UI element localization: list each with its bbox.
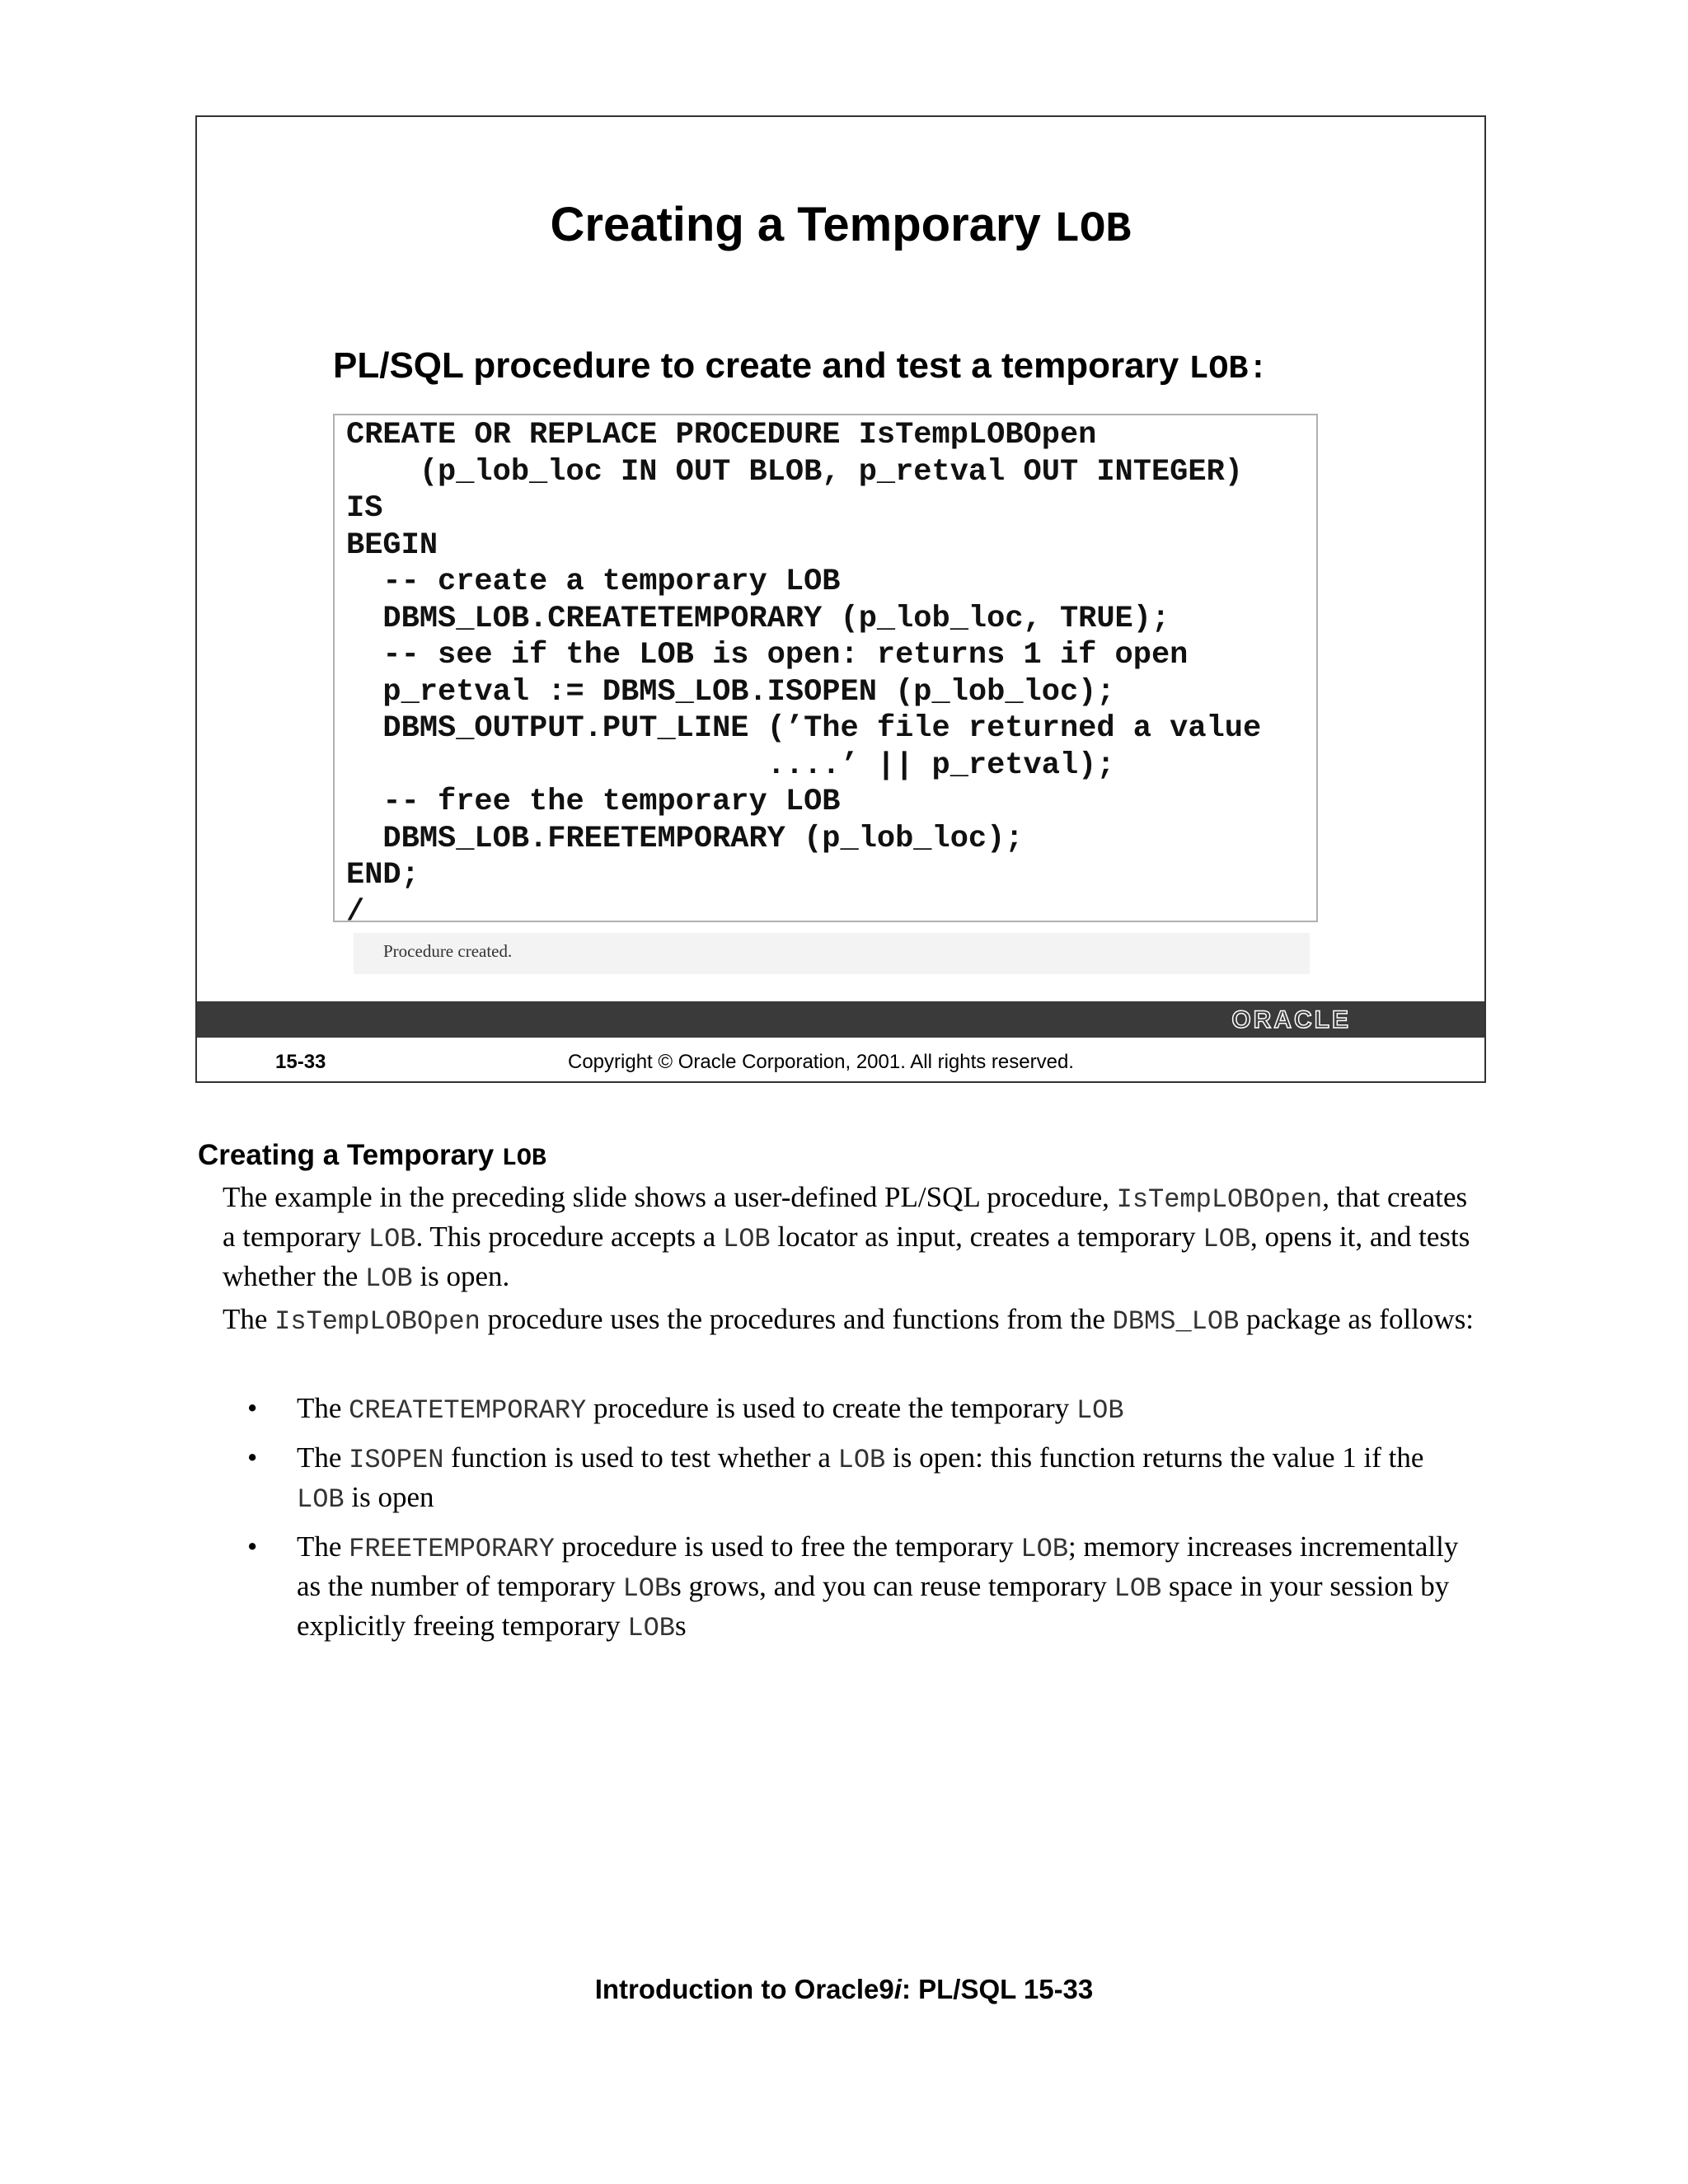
code-line: -- create a temporary LOB	[346, 565, 841, 599]
slide-frame	[195, 115, 1486, 1083]
oracle-bar	[197, 1001, 1484, 1038]
code-line: CREATE OR REPLACE PROCEDURE IsTempLOBOpen	[346, 418, 1097, 452]
page-footer: Introduction to Oracle9i: PL/SQL 15-33	[594, 1974, 1094, 2004]
slide-subtitle-code: LOB:	[1189, 351, 1268, 388]
code-line: DBMS_OUTPUT.PUT_LINE (’The file returned a value	[346, 711, 1262, 746]
oracle-logo: ORACLE	[1231, 1006, 1351, 1033]
slide-title	[197, 196, 1484, 255]
copyright: Copyright © Oracle Corporation, 2001. All rights reserved.	[568, 1051, 1074, 1073]
slide-title-text: Creating a Temporary	[550, 198, 1054, 251]
code-line: DBMS_LOB.FREETEMPORARY (p_lob_loc);	[346, 821, 1024, 856]
code-line: -- free the temporary LOB	[346, 785, 841, 819]
result-strip	[354, 933, 1310, 974]
bullet-dot: •	[247, 1530, 258, 1563]
notes-paragraph-2: The IsTempLOBOpen procedure uses the procedures and functions from the DBMS_LOB package as follows:	[223, 1303, 1475, 1337]
notes-heading-text: Creating a Temporary	[198, 1139, 502, 1171]
code-line: ....’ || p_retval);	[346, 748, 1115, 783]
code-line: BEGIN	[346, 527, 438, 563]
list-item: • The ISOPEN function is used to test whether a LOB is open: this function returns the value 1 if the LOB is open	[223, 1439, 1475, 1518]
code-box	[333, 414, 1318, 922]
slide-title-code: LOB	[1053, 205, 1132, 254]
code-block	[346, 417, 1261, 922]
result-text: Procedure created.	[383, 941, 513, 961]
notes-heading	[198, 1139, 546, 1173]
list-item: • The FREETEMPORARY procedure is used to free the temporary LOB; memory increases incrementally as the number of temporary LOBs grows, and you can reuse temporary LOB space in your session by explicitly freeing temporary LOBs	[223, 1528, 1475, 1647]
code-line: -- see if the LOB is open: returns 1 if open	[346, 638, 1189, 673]
code-line: p_retval := DBMS_LOB.ISOPEN (p_lob_loc);	[346, 674, 1115, 710]
slide-number: 15-33	[275, 1051, 326, 1073]
code-line: /	[346, 894, 365, 922]
code-line: END;	[346, 858, 420, 893]
code-line: (p_lob_loc IN OUT BLOB, p_retval OUT INTEGER)	[346, 454, 1243, 490]
notes-bullet-list	[223, 1390, 1475, 1657]
bullet-dot: •	[247, 1392, 258, 1424]
bullet-dot: •	[247, 1441, 258, 1474]
notes-heading-code: LOB	[501, 1145, 546, 1173]
code-line: IS	[346, 491, 383, 526]
slide-subtitle	[333, 344, 1268, 390]
slide-subtitle-text: PL/SQL procedure to create and test a temporary	[333, 345, 1189, 386]
list-item: • The CREATETEMPORARY procedure is used to create the temporary LOB	[223, 1390, 1475, 1429]
code-line: DBMS_LOB.CREATETEMPORARY (p_lob_loc, TRUE);	[346, 601, 1170, 636]
slide-footer	[197, 1038, 1484, 1083]
notes-paragraph-1: The example in the preceding slide shows a user-defined PL/SQL procedure, IsTempLOBOpen, that creates a temporary LOB. This procedure accepts a LOB locator as input, creates a temporary LOB, opens it, and tests whether the LOB is open.	[223, 1181, 1470, 1294]
